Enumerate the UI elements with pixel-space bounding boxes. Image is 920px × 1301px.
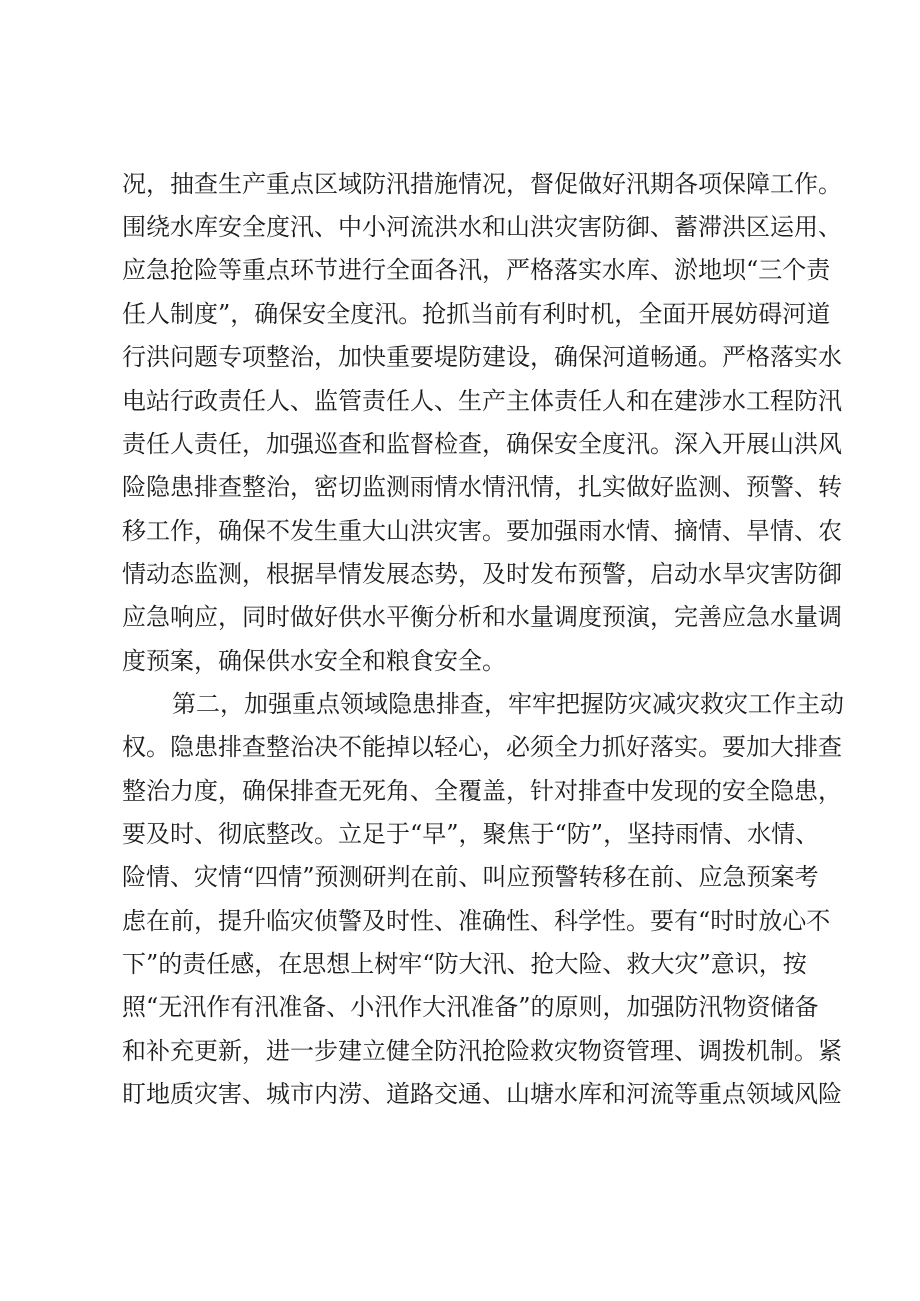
text-line-4: 任人制度”，确保安全度汛。抢抓当前有利时机，全面开展妨碍河道 — [122, 300, 831, 328]
text-line-21: 和补充更新，进一步建立健全防汛抢险救灾物资管理、调拨机制。紧 — [122, 1037, 842, 1065]
text-line-10: 情动态监测，根据旱情发展态势，及时发布预警，启动水旱灾害防御 — [122, 560, 842, 588]
text-line-9: 移工作，确保不发生重大山洪灾害。要加强雨水情、摘情、旱情、农 — [122, 517, 842, 545]
text-line-16: 要及时、彻底整改。立足于“早”，聚焦于“防”，坚持雨情、水情、 — [122, 820, 820, 848]
text-line-22: 盯地质灾害、城市内涝、道路交通、山塘水库和河流等重点领域风险 — [122, 1080, 842, 1108]
text-line-11: 应急响应，同时做好供水平衡分析和水量调度预演，完善应急水量调 — [122, 603, 842, 631]
text-line-2: 围绕水库安全度汛、中小河流洪水和山洪灾害防御、蓄滞洪区运用、 — [122, 213, 842, 241]
text-line-7: 责任人责任，加强巡查和监督检查，确保安全度汛。深入开展山洪风 — [122, 430, 842, 458]
text-line-13: 第二，加强重点领域隐患排查，牢牢把握防灾减灾救灾工作主动 — [172, 690, 844, 718]
text-line-12: 度预案，确保供水安全和粮食安全。 — [122, 647, 506, 675]
text-line-5: 行洪问题专项整治，加快重要堤防建设，确保河道畅通。严格落实水 — [122, 343, 842, 371]
text-line-17: 险情、灾情“四情”预测研判在前、叫应预警转移在前、应急预案考 — [122, 863, 819, 891]
text-line-19: 下”的责任感，在思想上树牢“防大汛、抢大险、救大灾”意识，按 — [122, 950, 807, 978]
text-line-20: 照“无汛作有汛准备、小汛作大汛准备”的原则，加强防汛物资储备 — [122, 993, 819, 1021]
text-line-6: 电站行政责任人、监管责任人、生产主体责任人和在建涉水工程防汛 — [122, 387, 842, 415]
text-line-15: 整治力度，确保排查无死角、全覆盖，针对排查中发现的安全隐患， — [122, 777, 842, 805]
text-line-14: 权。隐患排查整治决不能掉以轻心，必须全力抓好落实。要加大排查 — [122, 733, 842, 761]
text-line-1: 况，抽查生产重点区域防汛措施情况，督促做好汛期各项保障工作。 — [122, 170, 842, 198]
text-line-3: 应急抢险等重点环节进行全面各汛，严格落实水库、淤地坝“三个责 — [122, 256, 831, 284]
text-line-18: 虑在前，提升临灾侦警及时性、准确性、科学性。要有“时时放心不 — [122, 907, 831, 935]
text-line-8: 险隐患排查整治，密切监测雨情水情汛情，扎实做好监测、预警、转 — [122, 473, 842, 501]
